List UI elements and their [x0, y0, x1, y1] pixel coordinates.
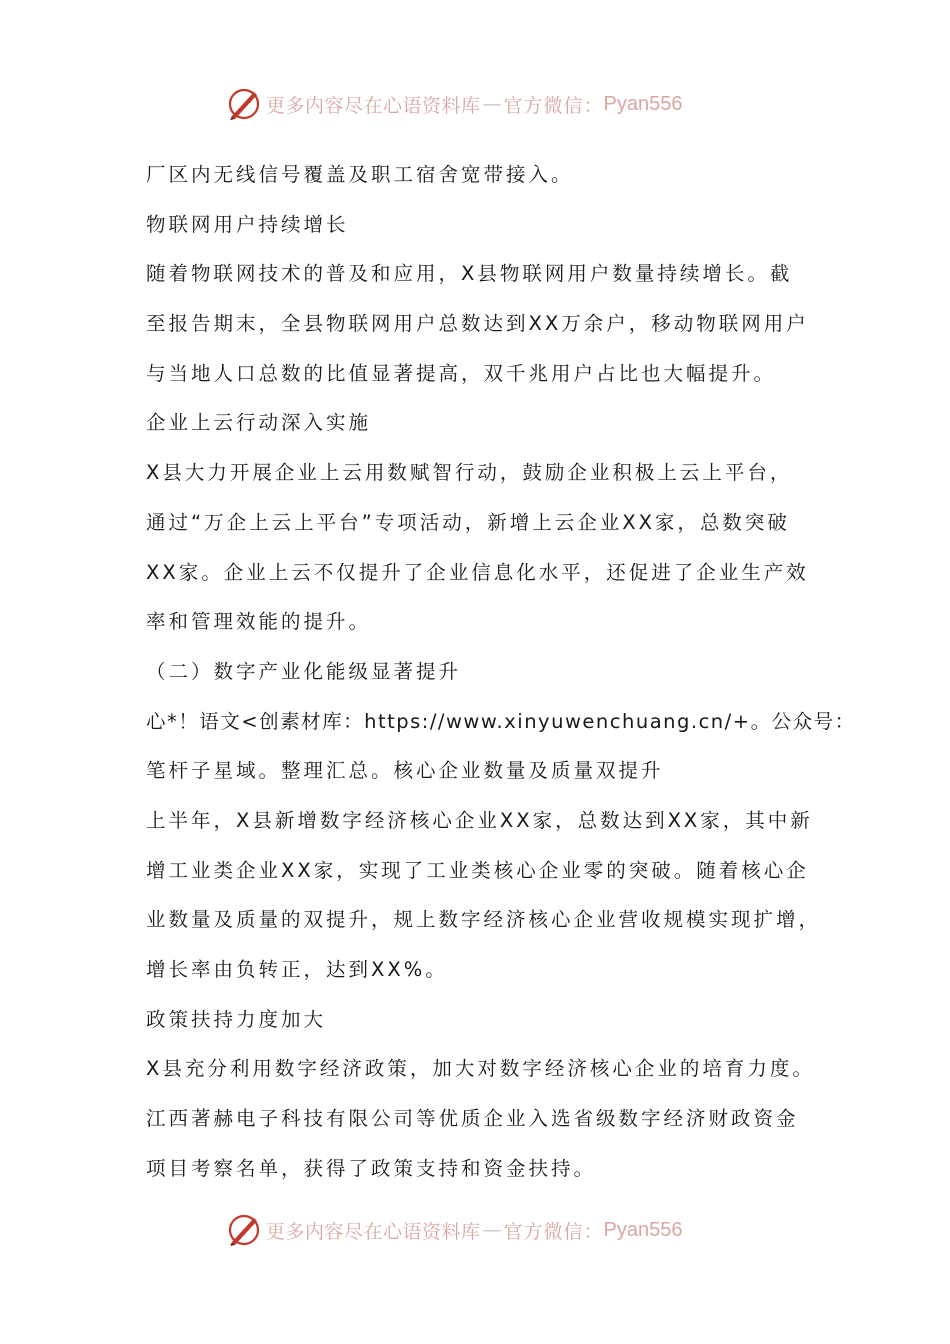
header-wechat-label: 官方微信： [503, 94, 604, 117]
text-line: 率和管理效能的提升。 [146, 610, 372, 634]
document-body [146, 150, 856, 1193]
text-line: 增长率由负转正，达到XX%。 [146, 958, 448, 981]
section-heading: 企业上云行动深入实施 [146, 411, 372, 435]
pen-logo-icon [226, 1212, 262, 1248]
text-line: 业数量及质量的双提升，规上数字经济核心企业营收规模实现扩增， [146, 908, 822, 932]
header-banner [226, 84, 726, 124]
footer-wechat-label: 官方微信： [503, 1220, 604, 1243]
text-line: 随着物联网技术的普及和应用，X县物联网用户数量持续增长。截 [146, 262, 793, 286]
header-wechat-id: Pyan556 [603, 92, 683, 115]
text-line: 笔杆子星域。整理汇总。核心企业数量及质量双提升 [146, 759, 664, 783]
section-heading: （二）数字产业化能级显著提升 [146, 659, 462, 683]
text-line: 通过“万企上云上平台”专项活动，新增上云企业XX家，总数突破 [146, 510, 790, 534]
footer-wechat-id: Pyan556 [603, 1218, 683, 1241]
text-line: 与当地人口总数的比值显著提高，双千兆用户占比也大幅提升。 [146, 361, 777, 385]
footer-banner [226, 1210, 726, 1250]
text-line: X县充分利用数字经济政策，加大对数字经济核心企业的培育力度。 [146, 1057, 815, 1081]
footer-separator: — [482, 1219, 502, 1241]
pen-logo-icon [226, 86, 262, 122]
text-line: 上半年，X县新增数字经济核心企业XX家，总数达到XX家，其中新 [146, 808, 813, 832]
text-line: 厂区内无线信号覆盖及职工宿舍宽带接入。 [146, 163, 574, 186]
text-line: 心*！语文<创素材库：https://www.xinyuwenchuang.cn/+。公众号： [146, 709, 856, 733]
section-heading: 政策扶持力度加大 [146, 1007, 327, 1031]
header-separator: — [482, 93, 502, 115]
text-line: 项目考察名单，获得了政策支持和资金扶持。 [146, 1156, 597, 1180]
text-line: 至报告期末，全县物联网用户总数达到XX万余户，移动物联网用户 [146, 312, 809, 336]
footer-title: 更多内容尽在心语资料库 [266, 1220, 481, 1243]
section-heading: 物联网用户持续增长 [146, 212, 349, 236]
header-title: 更多内容尽在心语资料库 [266, 94, 481, 117]
text-line: 江西著赫电子科技有限公司等优质企业入选省级数字经济财政资金 [146, 1107, 799, 1131]
text-line: XX家。企业上云不仅提升了企业信息化水平，还促进了企业生产效 [146, 560, 809, 584]
text-line: X县大力开展企业上云用数赋智行动，鼓励企业积极上云上平台， [146, 461, 793, 485]
text-line: 增工业类企业XX家，实现了工业类核心企业零的突破。随着核心企 [146, 858, 809, 882]
